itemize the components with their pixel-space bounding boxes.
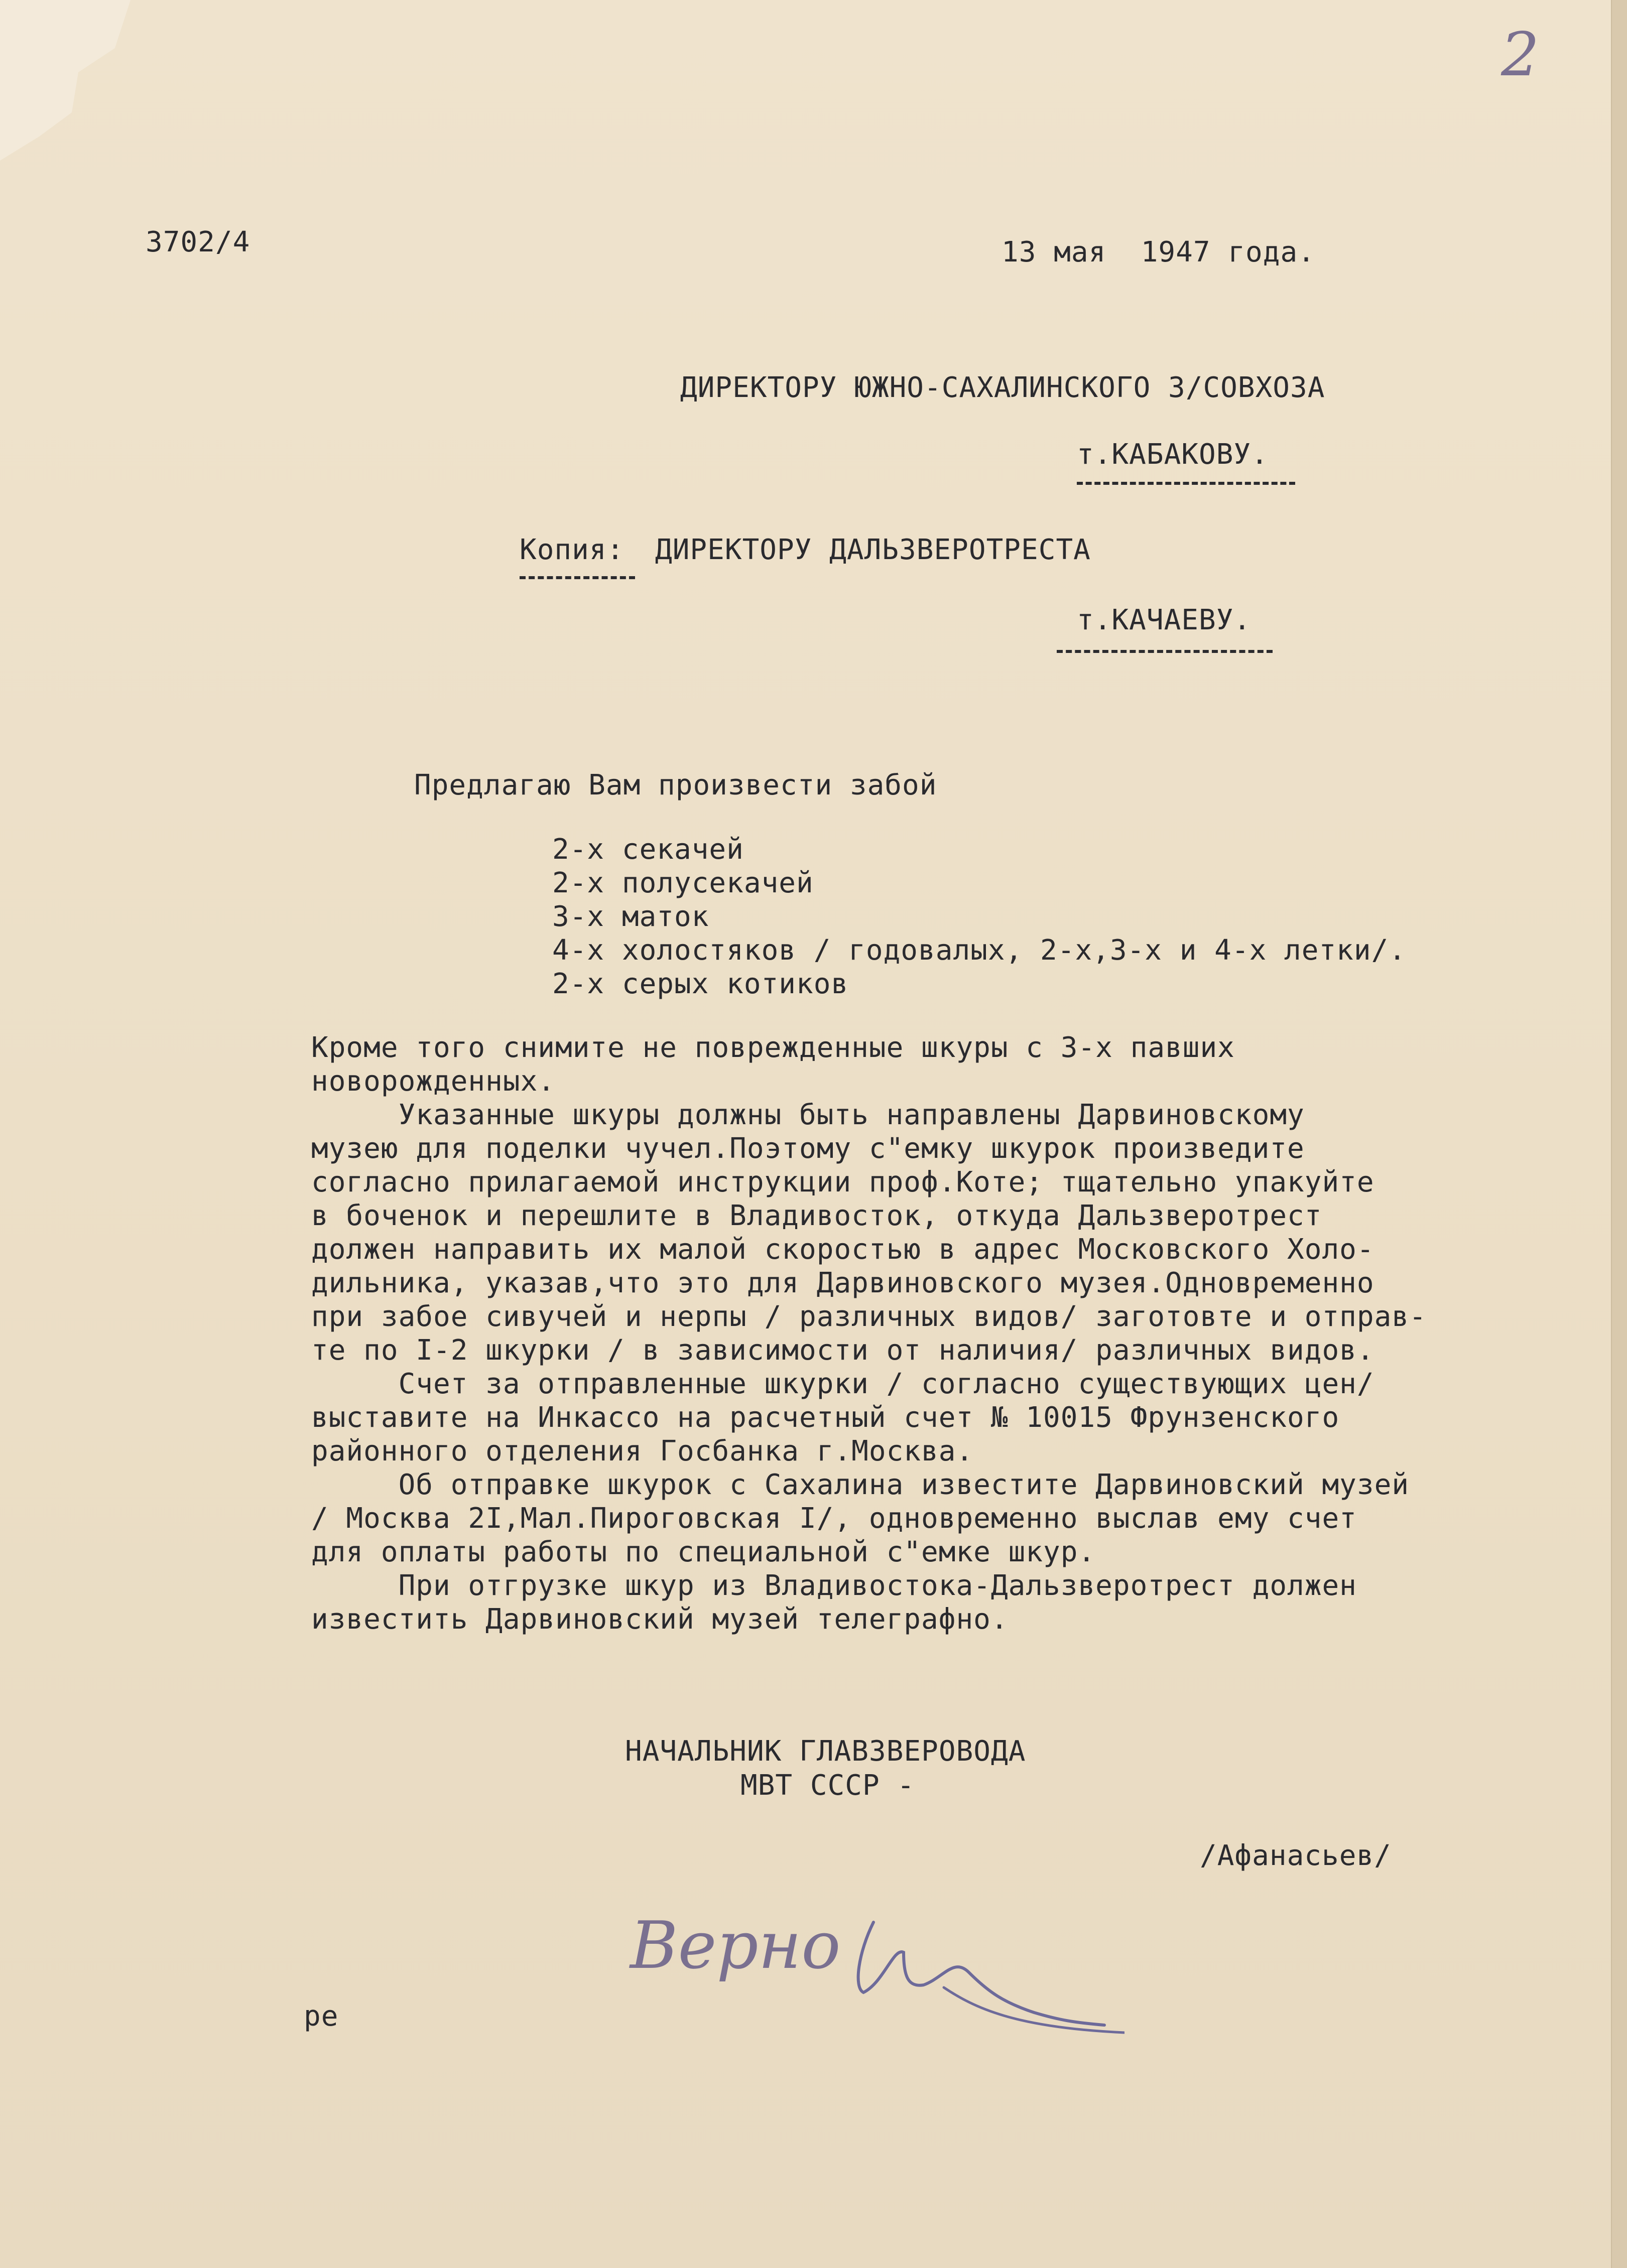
body-line: музею для поделки чучел.Поэтому с"емку шкурок произведите: [311, 1132, 1305, 1165]
body-line: Указанные шкуры должны быть направлены Дарвиновскому: [311, 1099, 1305, 1131]
body-line: новорожденных.: [311, 1065, 556, 1098]
body-line: / Москва 2I,Мал.Пироговская I/, одновременно выслав ему счет: [311, 1502, 1357, 1535]
copy-addressee-title: ДИРЕКТОРУ ДАЛЬЗВЕРОТРЕСТА: [655, 533, 1091, 566]
body-line: Счет за отправленные шкурки / согласно существующих цен/: [311, 1368, 1374, 1400]
reference-number: 3702/4: [146, 226, 251, 258]
page-number: 2: [1501, 20, 1540, 90]
torn-corner: [0, 0, 131, 161]
document-date: 13 мая 1947 года.: [1002, 236, 1315, 269]
signatory-title: НАЧАЛЬНИК ГЛАВЗВЕРОВОДА: [625, 1735, 1026, 1768]
body-line: Кроме того снимите не поврежденные шкуры с 3-х павших: [311, 1031, 1235, 1064]
signature-icon: [622, 1892, 1124, 2053]
paper-edge: [1611, 0, 1627, 2268]
signatory-org: МВТ СССР -: [740, 1769, 915, 1802]
body-line: дильника, указав,что это для Дарвиновского музея.Одновременно: [311, 1267, 1374, 1299]
body-line: для оплаты работы по специальной с"емке шкур.: [311, 1536, 1096, 1568]
body-line: районного отделения Госбанка г.Москва.: [311, 1435, 974, 1467]
body-line: должен направить их малой скоростью в адрес Московского Холо-: [311, 1233, 1374, 1266]
copy-label-underline: [520, 576, 635, 579]
body-line: выставите на Инкассо на расчетный счет № 10015 Фрунзенского: [311, 1401, 1340, 1434]
body-line: Об отправке шкурок с Сахалина известите Дарвиновский музей: [311, 1469, 1410, 1501]
list-item: 2-х полусекачей: [552, 867, 814, 899]
handwritten-certification: Верно: [630, 1907, 841, 1983]
list-item: 4-х холостяков / годовалых, 2-х,3-х и 4-х летки/.: [552, 934, 1407, 967]
addressee-title: ДИРЕКТОРУ ЮЖНО-САХАЛИНСКОГО З/СОВХОЗА: [680, 371, 1325, 404]
body-line: известить Дарвиновский музей телеграфно.: [311, 1603, 1009, 1636]
typist-initials: ре: [304, 2000, 339, 2033]
copy-name-underline: [1057, 650, 1273, 653]
copy-addressee-name: т.КАЧАЕВУ.: [1077, 604, 1251, 636]
body-line: при забое сивучей и нерпы / различных видов/ заготовте и отправ-: [311, 1300, 1427, 1333]
body-line: При отгрузке шкур из Владивостока-Дальзверотрест должен: [311, 1569, 1357, 1602]
list-item: 2-х серых котиков: [552, 968, 849, 1000]
list-item: 2-х секачей: [552, 833, 744, 866]
list-item: 3-х маток: [552, 900, 709, 933]
addressee-underline: [1077, 482, 1295, 485]
copy-label: Копия:: [520, 533, 624, 566]
signatory-name: /Афанасьев/: [1200, 1839, 1392, 1872]
addressee-name: т.КАБАКОВУ.: [1077, 438, 1269, 471]
body-line: те по I-2 шкурки / в зависимости от наличия/ различных видов.: [311, 1334, 1374, 1367]
body-line: в боченок и перешлите в Владивосток, откуда Дальзверотрест: [311, 1199, 1322, 1232]
intro-text: Предлагаю Вам произвести забой: [414, 769, 937, 802]
body-line: согласно прилагаемой инструкции проф.Коте; тщательно упакуйте: [311, 1166, 1374, 1198]
